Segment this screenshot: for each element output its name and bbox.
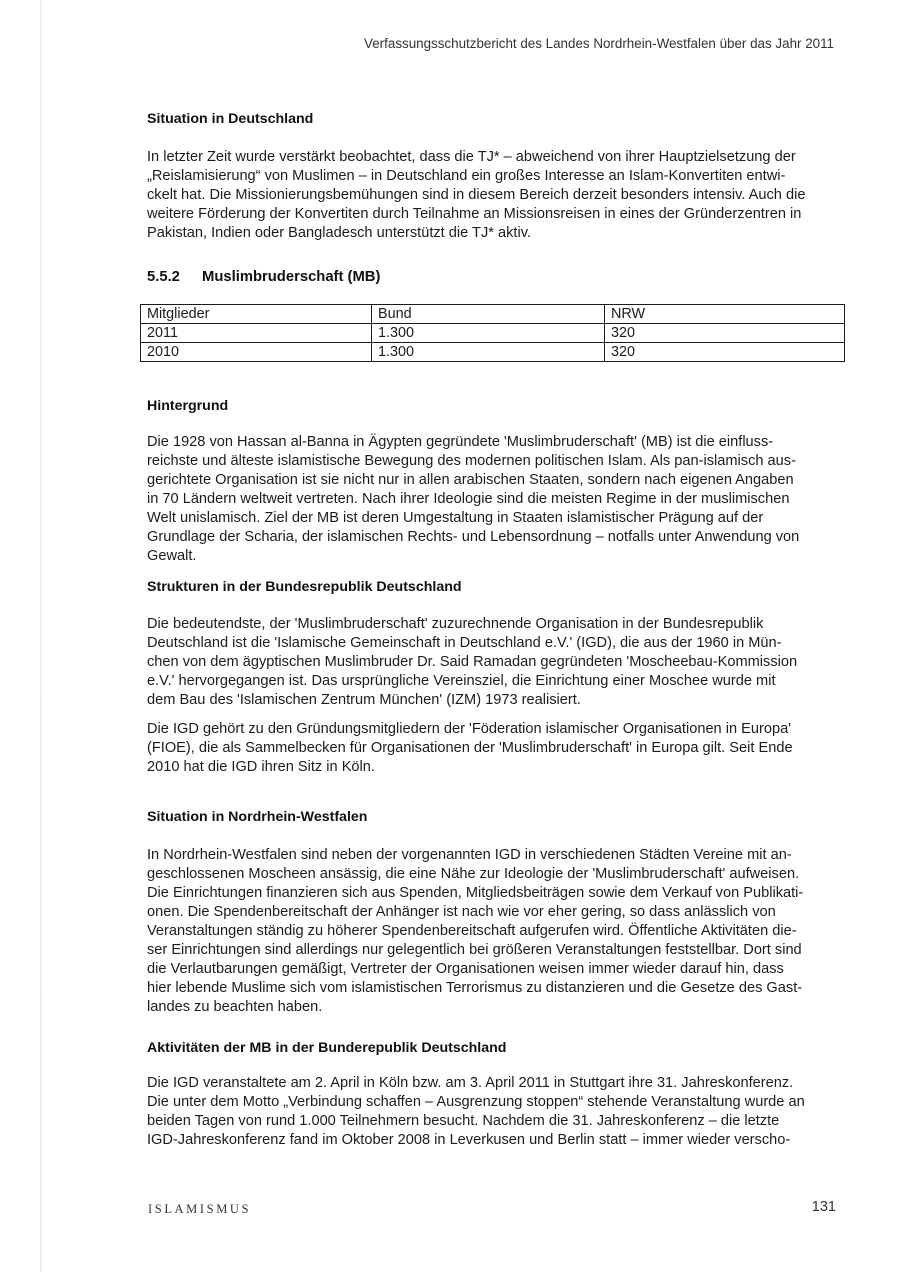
- text-line: e.V.' hervorgegangen ist. Das ursprüngliche Vereinsziel, die Einrichtung einer Moschee wurde mit: [147, 673, 776, 689]
- text-line: weitere Förderung der Konvertiten durch Teilnahme an Missionsreisen in eines der Gründerzentren in: [147, 206, 802, 222]
- table-header-cell: Bund: [372, 305, 605, 324]
- paragraph-aktivitaeten: [147, 1074, 847, 1150]
- table-header-cell: Mitglieder: [141, 305, 372, 324]
- text-line: 2010 hat die IGD ihren Sitz in Köln.: [147, 759, 375, 775]
- text-line: Gewalt.: [147, 548, 197, 564]
- heading-situation-deutschland: Situation in Deutschland: [147, 111, 314, 127]
- table-cell: 2011: [141, 324, 372, 343]
- text-line: in 70 Ländern weltweit vertreten. Nach ihrer Ideologie sind die meisten Regime in der muslimischen: [147, 491, 790, 507]
- table-row: [141, 324, 845, 343]
- text-line: In Nordrhein-Westfalen sind neben der vorgenannten IGD in verschiedenen Städten Vereine mit an-: [147, 847, 792, 863]
- section-heading-muslimbruderschaft: [147, 269, 380, 285]
- section-title: Muslimbruderschaft (MB): [202, 269, 381, 285]
- text-line: Pakistan, Indien oder Bangladesch unterstützt die TJ* aktiv.: [147, 225, 531, 241]
- page-edge: [40, 0, 42, 1272]
- text-line: die Verlautbarungen gemäßigt, Vertreter der Organisationen weisen immer wieder darauf hin, dass: [147, 961, 784, 977]
- text-line: reichste und älteste islamistische Bewegung des modernen politischen Islam. Als pan-islamisch aus-: [147, 453, 796, 469]
- text-line: landes zu beachten haben.: [147, 999, 323, 1015]
- text-line: ckelt hat. Die Missionierungsbemühungen sind in diesem Bereich derzeit besonders intensiv. Auch die: [147, 187, 806, 203]
- table-cell: 1.300: [372, 324, 605, 343]
- text-line: Grundlage der Scharia, der islamischen Rechts- und Lebensordnung – notfalls unter Anwendung von: [147, 529, 800, 545]
- text-line: Welt unislamisch. Ziel der MB ist deren Umgestaltung in Staaten islamistischer Prägung auf der: [147, 510, 764, 526]
- running-header: Verfassungsschutzbericht des Landes Nordrhein-Westfalen über das Jahr 2011: [364, 36, 834, 51]
- footer-section-label: ISLAMISMUS: [148, 1202, 252, 1216]
- text-line: onen. Die Spendenbereitschaft der Anhänger ist nach wie vor eher gering, so dass anlässlich von: [147, 904, 776, 920]
- text-line: Die unter dem Motto „Verbindung schaffen – Ausgrenzung stoppen“ stehende Veranstaltung wurde an: [147, 1094, 805, 1110]
- heading-hintergrund: Hintergrund: [147, 398, 229, 414]
- text-line: chen von dem ägyptischen Muslimbruder Dr. Said Ramadan gegründeten 'Moscheebau-Kommission: [147, 654, 798, 670]
- heading-strukturen: Strukturen in der Bundesrepublik Deutschland: [147, 579, 462, 595]
- table-row: [141, 343, 845, 362]
- text-line: IGD-Jahreskonferenz fand im Oktober 2008 in Leverkusen und Berlin statt – immer wieder verscho-: [147, 1132, 791, 1148]
- text-line: (FIOE), die als Sammelbecken für Organisationen der 'Muslimbruderschaft' in Europa gilt. Seit Ende: [147, 740, 793, 756]
- members-table: [140, 304, 845, 362]
- text-line: gerichtete Organisation ist sie nicht nur in allen arabischen Staaten, sondern nach eigenen Angaben: [147, 472, 794, 488]
- table-cell: 320: [605, 343, 845, 362]
- page-number: 131: [811, 1199, 836, 1215]
- text-line: Deutschland ist die 'Islamische Gemeinschaft in Deutschland e.V.' (IGD), die aus der 1960 in Mün-: [147, 635, 782, 651]
- table-header-cell: NRW: [605, 305, 845, 324]
- table-header-row: [141, 305, 845, 324]
- paragraph-strukturen-1: [147, 615, 847, 710]
- text-line: Die 1928 von Hassan al-Banna in Ägypten gegründete 'Muslimbruderschaft' (MB) ist die einfluss-: [147, 434, 774, 450]
- text-line: hier lebende Muslime sich vom islamistischen Terrorismus zu distanzieren und die Gesetze des Gast-: [147, 980, 803, 996]
- text-line: In letzter Zeit wurde verstärkt beobachtet, dass die TJ* – abweichend von ihrer Hauptzielsetzung der: [147, 149, 796, 165]
- section-number: 5.5.2: [147, 269, 180, 285]
- text-line: Veranstaltungen ständig zu höherer Spendenbereitschaft aufgerufen wird. Öffentliche Aktivitäten die-: [147, 923, 797, 939]
- paragraph-situation-deutschland: [147, 148, 847, 243]
- text-line: ser Einrichtungen sind allerdings nur gelegentlich bei größeren Veranstaltungen feststellbar. Dort sind: [147, 942, 802, 958]
- text-line: Die IGD veranstaltete am 2. April in Köln bzw. am 3. April 2011 in Stuttgart ihre 31. Jahreskonferenz.: [147, 1075, 794, 1091]
- table-cell: 320: [605, 324, 845, 343]
- table-cell: 1.300: [372, 343, 605, 362]
- heading-situation-nrw: Situation in Nordrhein-Westfalen: [147, 809, 368, 825]
- text-line: geschlossenen Moscheen ansässig, die eine Nähe zur Ideologie der 'Muslimbruderschaft' aufweisen.: [147, 866, 800, 882]
- heading-aktivitaeten: Aktivitäten der MB in der Bunderepublik Deutschland: [147, 1040, 507, 1056]
- paragraph-strukturen-2: [147, 720, 847, 777]
- text-line: beiden Tagen von rund 1.000 Teilnehmern besucht. Nachdem die 31. Jahreskonferenz – die letzte: [147, 1113, 780, 1129]
- table-cell: 2010: [141, 343, 372, 362]
- text-line: Die Einrichtungen finanzieren sich aus Spenden, Mitgliedsbeiträgen sowie dem Verkauf von Publikati-: [147, 885, 804, 901]
- paragraph-hintergrund: [147, 433, 847, 566]
- paragraph-situation-nrw: [147, 846, 847, 1017]
- text-line: Die IGD gehört zu den Gründungsmitgliedern der 'Föderation islamischer Organisationen in Europa': [147, 721, 791, 737]
- text-line: Die bedeutendste, der 'Muslimbruderschaft' zuzurechnende Organisation in der Bundesrepublik: [147, 616, 764, 632]
- text-line: dem Bau des 'Islamischen Zentrum München' (IZM) 1973 realisiert.: [147, 692, 581, 708]
- text-line: „Reislamisierung“ von Muslimen – in Deutschland ein großes Interesse an Islam-Konvertiten entwi-: [147, 168, 786, 184]
